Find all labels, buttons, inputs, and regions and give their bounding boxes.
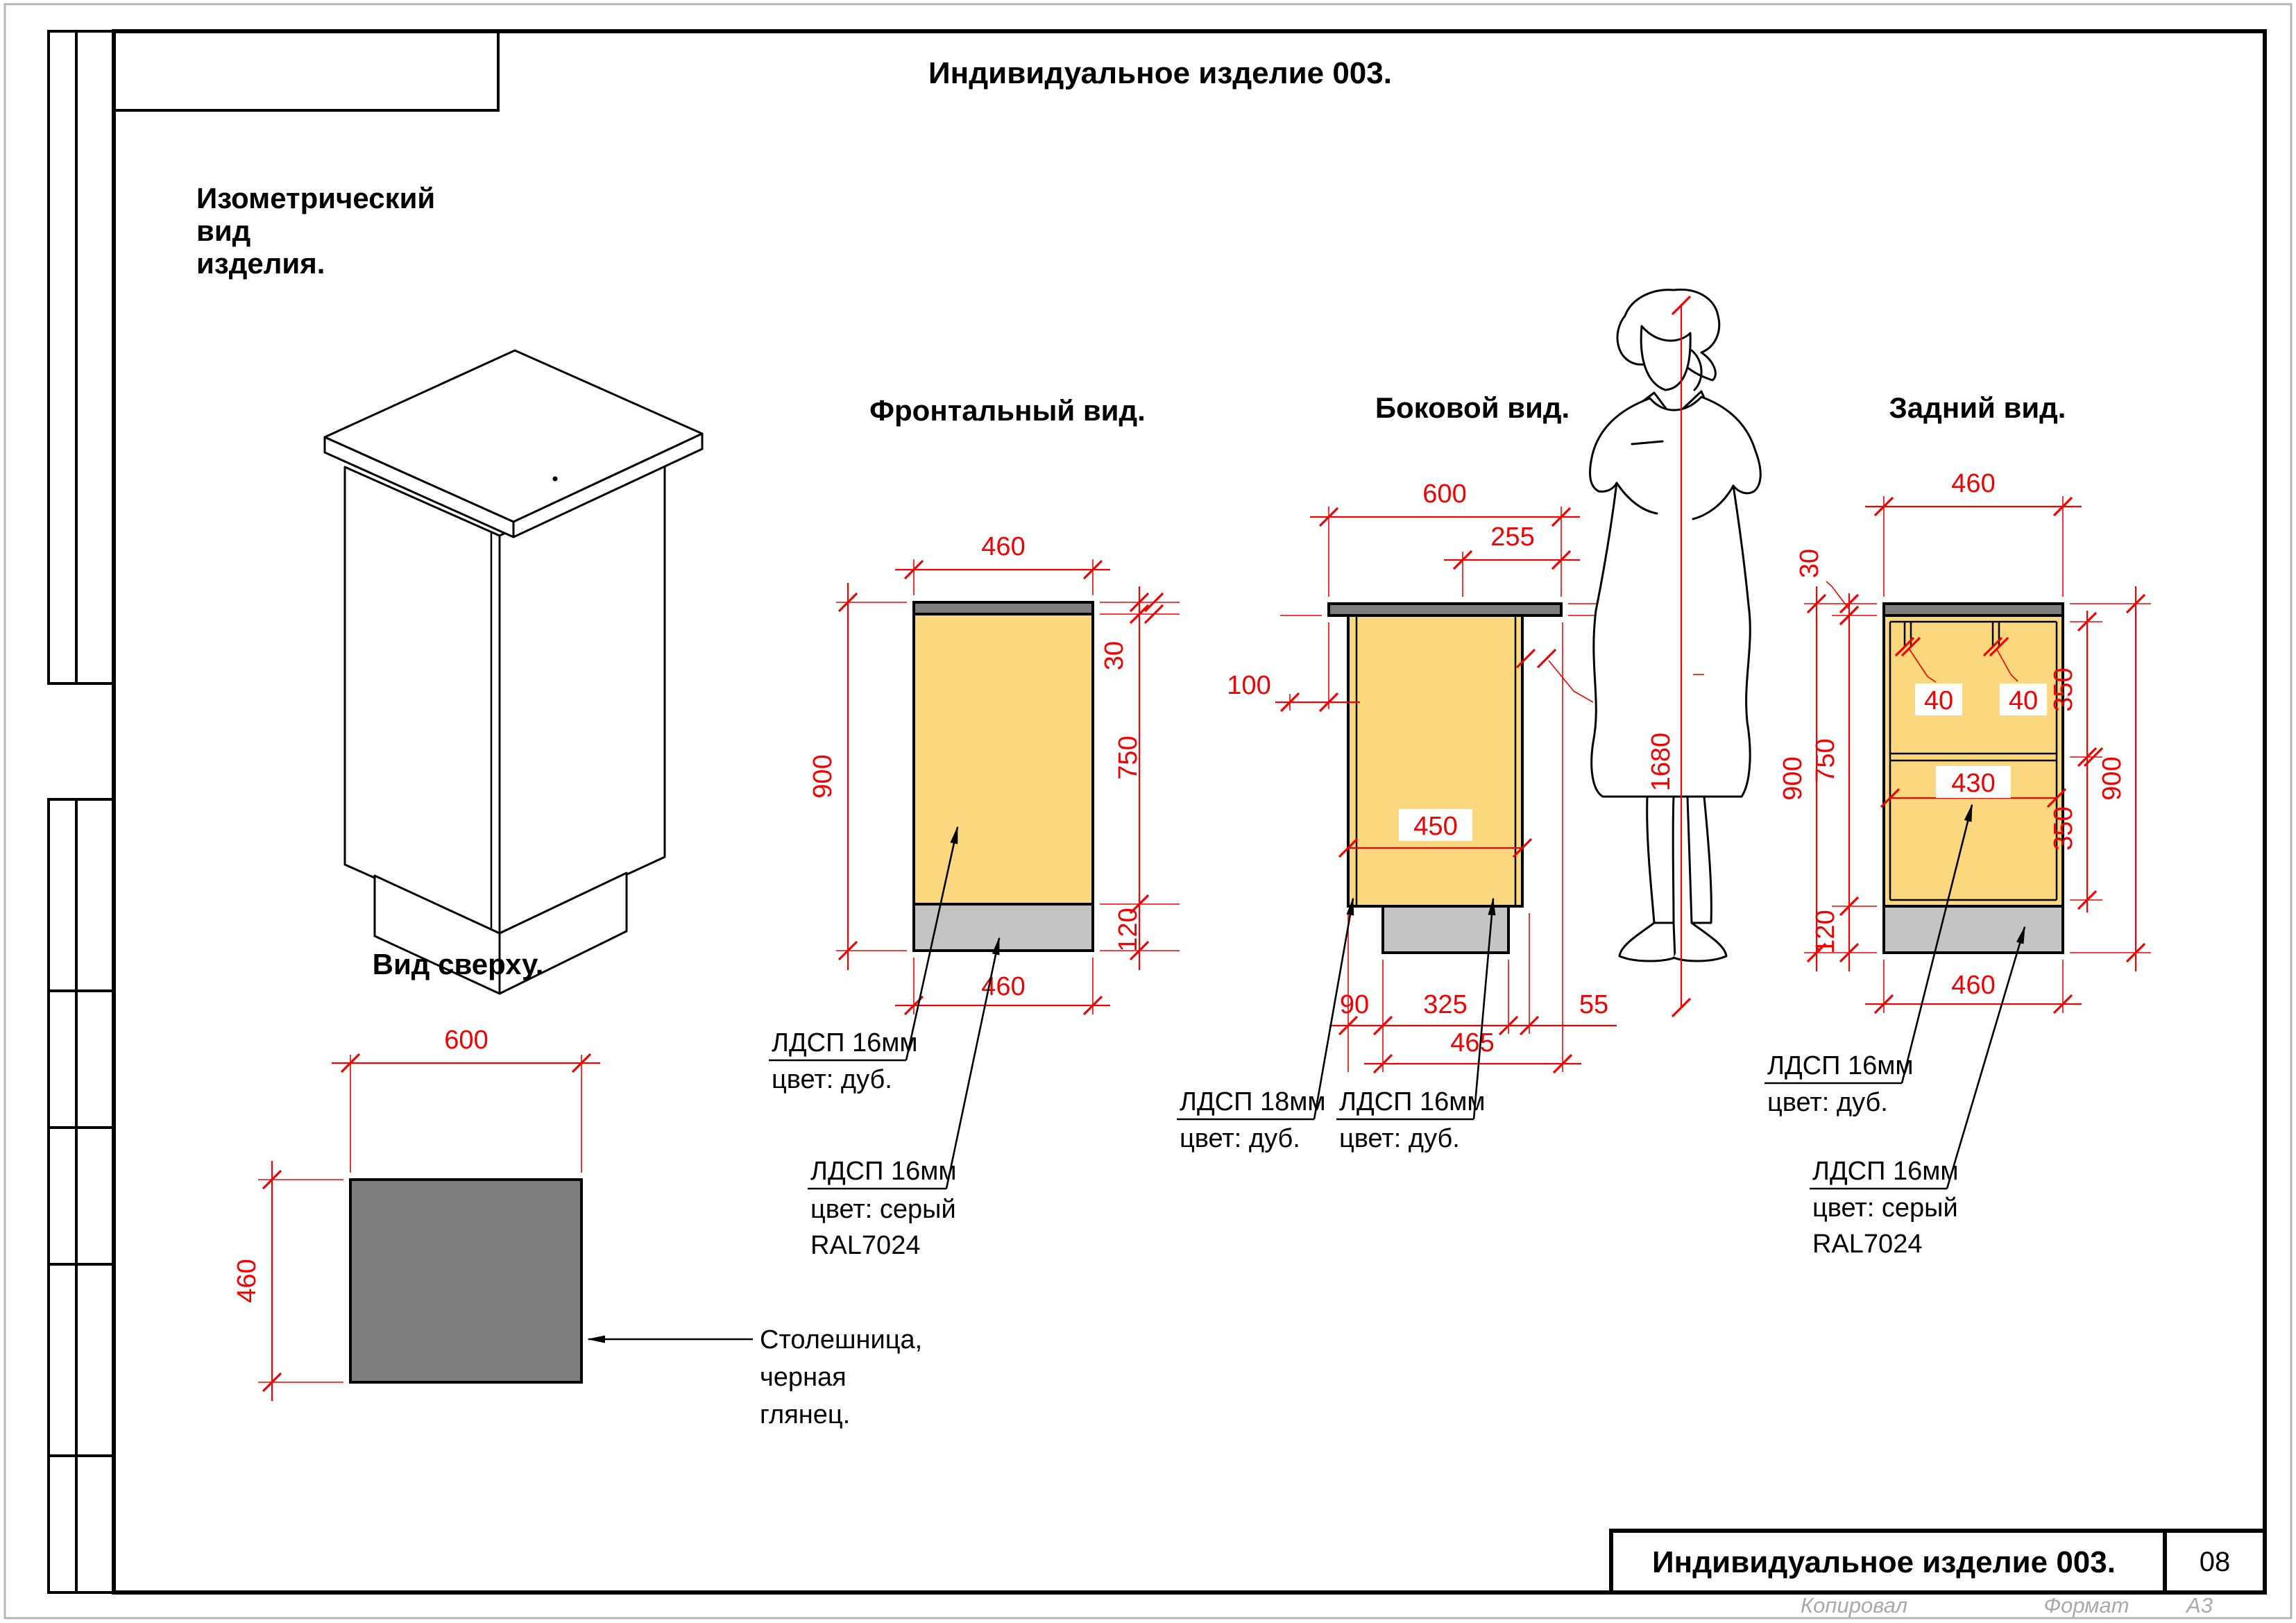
side-countertop — [1329, 604, 1561, 615]
footer-copied: Копировал — [1800, 1593, 1908, 1617]
svg-text:900: 900 — [808, 754, 837, 799]
left-margin-group-bottom — [49, 799, 114, 1592]
back-dim-width-top — [1865, 469, 2082, 597]
back-dim-height-right — [2070, 586, 2151, 971]
svg-text:RAL7024: RAL7024 — [1812, 1230, 1923, 1259]
back-dim-left-chain — [1804, 593, 1877, 971]
side-cabinet — [1329, 604, 1561, 953]
side-view — [1177, 289, 1760, 1153]
svg-text:750: 750 — [1114, 736, 1143, 780]
back-view-title: Задний вид. — [1889, 391, 2066, 424]
svg-text:460: 460 — [1951, 971, 1996, 1000]
corner-block — [114, 31, 498, 110]
human-figure — [1590, 289, 1761, 961]
svg-text:ЛДСП 16мм: ЛДСП 16мм — [1812, 1157, 1959, 1186]
svg-text:глянец.: глянец. — [760, 1400, 851, 1429]
front-cabinet — [914, 602, 1093, 951]
front-view-title: Фронтальный вид. — [869, 394, 1146, 427]
side-dim-depth-top — [1310, 479, 1580, 597]
svg-text:350: 350 — [2049, 668, 2078, 712]
footer-format-label: Формат — [2043, 1593, 2129, 1617]
front-label-plinth — [808, 938, 999, 1260]
back-view — [1764, 391, 2151, 1259]
top-countertop — [350, 1180, 581, 1382]
svg-text:черная: черная — [760, 1363, 847, 1392]
svg-text:255: 255 — [1490, 522, 1535, 552]
svg-text:Столешница,: Столешница, — [760, 1325, 923, 1354]
svg-text:450: 450 — [1413, 812, 1458, 841]
svg-text:325: 325 — [1423, 990, 1468, 1019]
figure-shoe-left — [1619, 923, 1675, 961]
svg-text:1680: 1680 — [1647, 732, 1676, 792]
iso-title-line2: вид — [196, 214, 251, 247]
svg-text:ЛДСП 16мм: ЛДСП 16мм — [772, 1028, 918, 1057]
svg-text:600: 600 — [444, 1026, 488, 1055]
top-view-title: Вид сверху. — [372, 948, 544, 980]
svg-text:100: 100 — [1227, 671, 1271, 700]
iso-cabinet — [325, 350, 702, 994]
side-dim-offset-100 — [1227, 615, 1360, 711]
isometric-view — [196, 182, 702, 994]
back-countertop — [1884, 604, 2063, 615]
front-view — [769, 394, 1180, 1260]
footer-format-value: A3 — [2186, 1593, 2213, 1617]
svg-text:40: 40 — [1923, 686, 1954, 715]
front-dim-height-left — [808, 583, 907, 970]
svg-text:430: 430 — [1951, 769, 1996, 798]
svg-text:120: 120 — [1114, 908, 1143, 952]
svg-text:120: 120 — [1811, 910, 1840, 954]
back-plinth — [1884, 906, 2063, 953]
svg-text:460: 460 — [1951, 469, 1996, 498]
svg-text:465: 465 — [1450, 1028, 1495, 1057]
page-title: Индивидуальное изделие 003. — [928, 56, 1392, 90]
front-dim-width-top — [895, 532, 1110, 595]
svg-text:цвет: дуб.: цвет: дуб. — [1767, 1088, 1888, 1117]
svg-text:55: 55 — [1579, 990, 1609, 1019]
top-dim-depth — [332, 1026, 600, 1173]
title-block-product: Индивидуальное изделие 003. — [1652, 1545, 2116, 1579]
svg-text:ЛДСП 18мм: ЛДСП 18мм — [1180, 1087, 1326, 1116]
side-dim-offset-255 — [1444, 522, 1580, 597]
svg-text:цвет: дуб.: цвет: дуб. — [772, 1065, 892, 1094]
figure-leg-left — [1647, 797, 1674, 923]
svg-text:цвет: дуб.: цвет: дуб. — [1339, 1124, 1460, 1153]
svg-text:цвет: серый: цвет: серый — [1812, 1193, 1958, 1223]
countertop-label — [588, 1325, 922, 1429]
svg-text:цвет: дуб.: цвет: дуб. — [1180, 1124, 1300, 1153]
side-label-back-panel — [1177, 899, 1353, 1153]
svg-text:30: 30 — [1100, 640, 1129, 671]
side-view-title: Боковой вид. — [1375, 391, 1570, 424]
svg-text:цвет: серый: цвет: серый — [810, 1195, 956, 1224]
svg-text:900: 900 — [1778, 756, 1808, 801]
left-margin-group-top — [49, 31, 114, 683]
front-countertop — [914, 602, 1093, 614]
svg-text:90: 90 — [1339, 990, 1370, 1019]
svg-text:460: 460 — [981, 532, 1026, 561]
svg-text:40: 40 — [2008, 686, 2039, 715]
svg-text:600: 600 — [1422, 479, 1467, 509]
svg-text:900: 900 — [2098, 756, 2127, 801]
front-plinth — [914, 904, 1093, 951]
svg-text:460: 460 — [232, 1259, 262, 1303]
svg-text:350: 350 — [2049, 806, 2078, 851]
back-dim-width-bottom — [1865, 960, 2082, 1013]
side-body — [1348, 615, 1522, 906]
svg-text:ЛДСП 16мм: ЛДСП 16мм — [810, 1157, 957, 1186]
front-dim-right-chain — [1100, 586, 1180, 970]
title-block-sheet-number: 08 — [2199, 1547, 2231, 1577]
top-dim-width — [232, 1161, 343, 1401]
svg-text:30: 30 — [1795, 548, 1824, 579]
svg-text:ЛДСП 16мм: ЛДСП 16мм — [1767, 1051, 1914, 1080]
front-door — [914, 614, 1093, 904]
svg-text:750: 750 — [1811, 738, 1840, 783]
svg-text:RAL7024: RAL7024 — [810, 1231, 921, 1260]
svg-text:460: 460 — [981, 972, 1026, 1001]
iso-title-line3: изделия. — [196, 247, 325, 280]
iso-title-line1: Изометрический — [196, 182, 436, 214]
svg-text:ЛДСП 16мм: ЛДСП 16мм — [1339, 1087, 1486, 1116]
figure-leg-right — [1687, 797, 1711, 923]
handle-dot — [553, 477, 558, 482]
